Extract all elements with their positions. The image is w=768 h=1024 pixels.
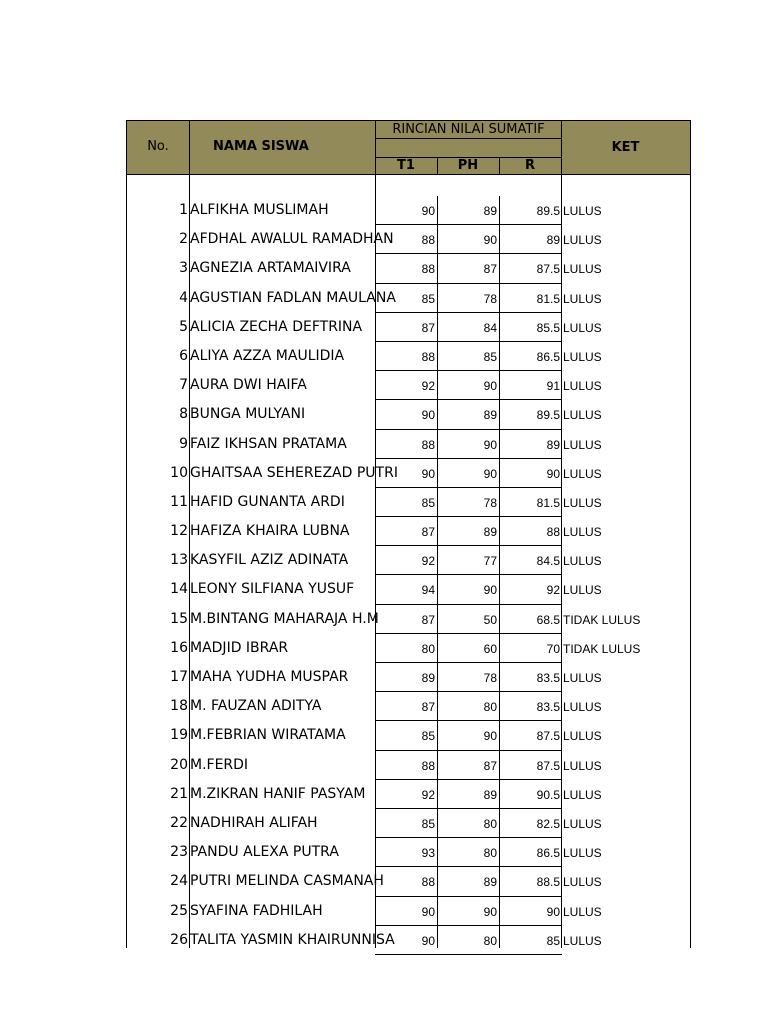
student-name: PANDU ALEXA PUTRA xyxy=(190,844,339,861)
student-name: AGNEZIA ARTAMAIVIRA xyxy=(190,260,351,277)
row-number: 5 xyxy=(179,318,188,335)
status-ket: TIDAK LULUS xyxy=(563,641,641,656)
score-r: 81.5 xyxy=(499,488,562,517)
score-t1: 92 xyxy=(375,546,437,575)
table-row xyxy=(126,546,691,575)
score-t1: 94 xyxy=(375,575,437,604)
status-ket: LULUS xyxy=(563,233,602,248)
score-t1: 88 xyxy=(375,751,437,780)
status-ket: LULUS xyxy=(563,554,602,569)
student-name: MADJID IBRAR xyxy=(190,639,289,656)
score-t1: 88 xyxy=(375,225,437,254)
row-number: 7 xyxy=(179,377,188,394)
status-ket: LULUS xyxy=(563,758,602,773)
row-number: 11 xyxy=(170,493,188,510)
score-ph: 78 xyxy=(437,284,499,313)
row-number: 26 xyxy=(170,931,188,948)
score-r: 87.5 xyxy=(499,751,562,780)
status-ket: LULUS xyxy=(563,933,602,948)
row-number: 13 xyxy=(170,552,188,569)
student-name: HAFID GUNANTA ARDI xyxy=(190,493,345,510)
score-ph: 80 xyxy=(437,926,499,955)
score-t1: 87 xyxy=(375,605,437,634)
score-t1: 85 xyxy=(375,721,437,750)
student-name: FAIZ IKHSAN PRATAMA xyxy=(190,435,347,452)
student-name: SYAFINA FADHILAH xyxy=(190,902,323,919)
score-r: 88 xyxy=(499,517,562,546)
student-name: BUNGA MULYANI xyxy=(190,406,306,423)
status-ket: LULUS xyxy=(563,379,602,394)
score-r: 81.5 xyxy=(499,284,562,313)
score-ph: 80 xyxy=(437,838,499,867)
table-row xyxy=(126,634,691,663)
score-ph: 89 xyxy=(437,780,499,809)
score-ph: 77 xyxy=(437,546,499,575)
student-name: M.BINTANG MAHARAJA H.M xyxy=(190,610,379,627)
row-number: 10 xyxy=(170,464,188,481)
score-r: 70 xyxy=(499,634,562,663)
status-ket: LULUS xyxy=(563,495,602,510)
score-t1: 87 xyxy=(375,692,437,721)
score-ph: 90 xyxy=(437,897,499,926)
student-name: KASYFIL AZIZ ADINATA xyxy=(190,552,349,569)
status-ket: LULUS xyxy=(563,262,602,277)
header-ph: PH xyxy=(457,158,479,173)
score-ph: 89 xyxy=(437,517,499,546)
row-number: 23 xyxy=(170,844,188,861)
student-name: ALFIKHA MUSLIMAH xyxy=(190,202,329,218)
header-rincian-nilai: RINCIAN NILAI SUMATIF xyxy=(392,122,545,137)
header-ket: KET xyxy=(611,140,640,155)
table-row xyxy=(126,575,691,604)
row-number: 15 xyxy=(170,610,188,627)
score-ph: 89 xyxy=(437,867,499,896)
table-row xyxy=(126,488,691,517)
table-row xyxy=(126,809,691,838)
student-name: ALICIA ZECHA DEFTRINA xyxy=(190,318,363,335)
row-number: 12 xyxy=(170,523,188,540)
table-row xyxy=(126,838,691,867)
score-r: 90 xyxy=(499,897,562,926)
score-ph: 87 xyxy=(437,254,499,283)
table-row xyxy=(126,225,691,254)
score-r: 89 xyxy=(499,430,562,459)
header-divider xyxy=(375,138,562,139)
status-ket: LULUS xyxy=(563,408,602,423)
table-row xyxy=(126,926,691,955)
status-ket: LULUS xyxy=(563,437,602,452)
table-row xyxy=(126,721,691,750)
table-row xyxy=(126,430,691,459)
score-ph: 80 xyxy=(437,692,499,721)
row-number: 16 xyxy=(170,639,188,656)
student-name: M.FERDI xyxy=(190,756,249,773)
status-ket: LULUS xyxy=(563,787,602,802)
table-row xyxy=(126,897,691,926)
score-r: 89.5 xyxy=(499,400,562,429)
score-ph: 50 xyxy=(437,605,499,634)
table-row xyxy=(126,780,691,809)
student-name: ALIYA AZZA MAULIDIA xyxy=(190,347,345,364)
score-ph: 89 xyxy=(437,400,499,429)
score-t1: 92 xyxy=(375,780,437,809)
student-name: NADHIRAH ALIFAH xyxy=(190,814,318,831)
row-number: 3 xyxy=(179,260,188,277)
table-body xyxy=(126,196,691,955)
student-name: AURA DWI HAIFA xyxy=(190,377,307,394)
student-name: AGUSTIAN FADLAN MAULANA xyxy=(190,289,396,306)
status-ket: LULUS xyxy=(563,904,602,919)
table-row xyxy=(126,196,691,225)
score-t1: 85 xyxy=(375,809,437,838)
score-ph: 89 xyxy=(437,196,499,225)
table-header xyxy=(126,120,691,175)
score-t1: 87 xyxy=(375,313,437,342)
score-t1: 80 xyxy=(375,634,437,663)
score-r: 90 xyxy=(499,459,562,488)
table-row xyxy=(126,459,691,488)
student-name: HAFIZA KHAIRA LUBNA xyxy=(190,523,350,540)
row-number: 1 xyxy=(179,202,188,218)
header-t1: T1 xyxy=(397,158,415,173)
header-divider xyxy=(189,121,190,174)
score-r: 88.5 xyxy=(499,867,562,896)
student-name: GHAITSAA SEHEREZAD PUTRI xyxy=(190,464,398,481)
score-t1: 88 xyxy=(375,342,437,371)
score-t1: 88 xyxy=(375,867,437,896)
score-t1: 92 xyxy=(375,371,437,400)
status-ket: LULUS xyxy=(563,291,602,306)
score-ph: 78 xyxy=(437,488,499,517)
status-ket: LULUS xyxy=(563,204,602,218)
row-number: 4 xyxy=(179,289,188,306)
score-r: 86.5 xyxy=(499,342,562,371)
table-row xyxy=(126,605,691,634)
row-number: 22 xyxy=(170,814,188,831)
status-ket: LULUS xyxy=(563,466,602,481)
score-t1: 88 xyxy=(375,430,437,459)
score-r: 82.5 xyxy=(499,809,562,838)
score-r: 85.5 xyxy=(499,313,562,342)
row-number: 8 xyxy=(179,406,188,423)
score-t1: 90 xyxy=(375,196,437,225)
score-r: 85 xyxy=(499,926,562,955)
score-ph: 80 xyxy=(437,809,499,838)
header-no: No. xyxy=(147,139,169,154)
score-ph: 84 xyxy=(437,313,499,342)
score-ph: 85 xyxy=(437,342,499,371)
table-row xyxy=(126,371,691,400)
status-ket: LULUS xyxy=(563,700,602,715)
table-row xyxy=(126,751,691,780)
score-r: 89.5 xyxy=(499,196,562,225)
score-r: 84.5 xyxy=(499,546,562,575)
student-name: PUTRI MELINDA CASMANAH xyxy=(190,873,384,890)
score-r: 91 xyxy=(499,371,562,400)
status-ket: LULUS xyxy=(563,525,602,540)
status-ket: LULUS xyxy=(563,875,602,890)
score-t1: 89 xyxy=(375,663,437,692)
score-t1: 88 xyxy=(375,254,437,283)
score-r: 83.5 xyxy=(499,663,562,692)
table-row xyxy=(126,867,691,896)
score-r: 68.5 xyxy=(499,605,562,634)
score-r: 83.5 xyxy=(499,692,562,721)
student-name: AFDHAL AWALUL RAMADHAN xyxy=(190,231,394,248)
score-t1: 93 xyxy=(375,838,437,867)
table-row xyxy=(126,517,691,546)
table-row xyxy=(126,663,691,692)
student-name: TALITA YASMIN KHAIRUNNISA xyxy=(190,931,395,948)
score-r: 87.5 xyxy=(499,254,562,283)
row-number: 25 xyxy=(170,902,188,919)
score-r: 87.5 xyxy=(499,721,562,750)
status-ket: LULUS xyxy=(563,349,602,364)
student-name: M.FEBRIAN WIRATAMA xyxy=(190,727,346,744)
score-t1: 85 xyxy=(375,488,437,517)
row-number: 19 xyxy=(170,727,188,744)
score-t1: 90 xyxy=(375,400,437,429)
score-ph: 90 xyxy=(437,430,499,459)
score-ph: 87 xyxy=(437,751,499,780)
score-ph: 60 xyxy=(437,634,499,663)
student-name: MAHA YUDHA MUSPAR xyxy=(190,669,349,685)
score-r: 90.5 xyxy=(499,780,562,809)
score-ph: 90 xyxy=(437,225,499,254)
status-ket: TIDAK LULUS xyxy=(563,612,641,627)
header-nama-siswa: NAMA SISWA xyxy=(213,139,309,154)
score-ph: 90 xyxy=(437,575,499,604)
row-number: 2 xyxy=(179,231,188,248)
score-r: 89 xyxy=(499,225,562,254)
score-ph: 90 xyxy=(437,459,499,488)
row-number: 21 xyxy=(170,785,188,802)
score-t1: 87 xyxy=(375,517,437,546)
status-ket: LULUS xyxy=(563,671,602,685)
student-name: M.ZIKRAN HANIF PASYAM xyxy=(190,785,366,802)
table-row xyxy=(126,284,691,313)
score-r: 92 xyxy=(499,575,562,604)
student-name: LEONY SILFIANA YUSUF xyxy=(190,581,355,598)
table-row xyxy=(126,254,691,283)
score-t1: 90 xyxy=(375,459,437,488)
score-ph: 90 xyxy=(437,371,499,400)
table-row xyxy=(126,342,691,371)
table-row xyxy=(126,313,691,342)
status-ket: LULUS xyxy=(563,729,602,744)
score-t1: 90 xyxy=(375,926,437,955)
table-row xyxy=(126,692,691,721)
score-ph: 90 xyxy=(437,721,499,750)
status-ket: LULUS xyxy=(563,320,602,335)
score-t1: 85 xyxy=(375,284,437,313)
header-r: R xyxy=(524,158,535,173)
row-number: 9 xyxy=(179,435,188,452)
status-ket: LULUS xyxy=(563,846,602,861)
row-number: 17 xyxy=(170,669,188,685)
score-ph: 78 xyxy=(437,663,499,692)
row-number: 6 xyxy=(179,347,188,364)
row-number: 20 xyxy=(170,756,188,773)
status-ket: LULUS xyxy=(563,816,602,831)
student-name: M. FAUZAN ADITYA xyxy=(190,698,322,715)
row-number: 14 xyxy=(170,581,188,598)
status-ket: LULUS xyxy=(563,583,602,598)
score-t1: 90 xyxy=(375,897,437,926)
row-number: 24 xyxy=(170,873,188,890)
row-number: 18 xyxy=(170,698,188,715)
score-r: 86.5 xyxy=(499,838,562,867)
table-row xyxy=(126,400,691,429)
